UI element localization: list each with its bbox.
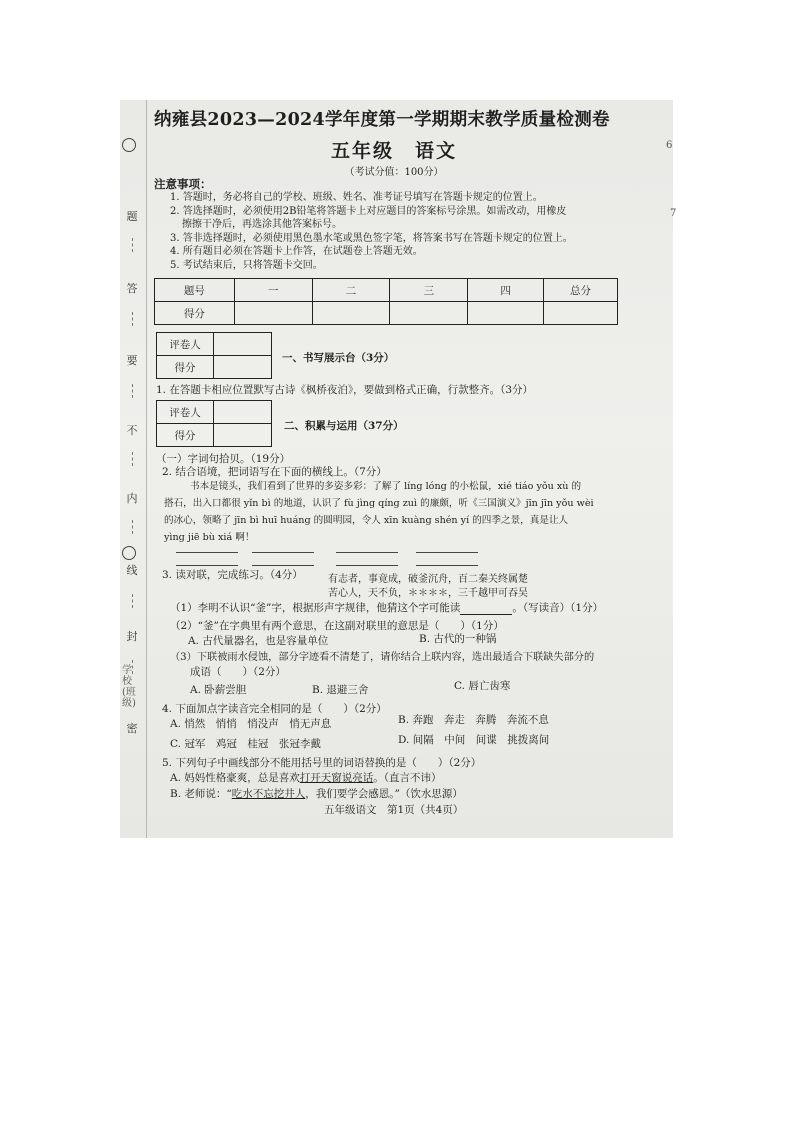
binding-hole bbox=[122, 138, 136, 152]
grader-label: 得分 bbox=[157, 356, 214, 379]
option-c: C. 唇亡齿寒 bbox=[454, 680, 511, 692]
grader-label: 评卷人 bbox=[157, 333, 214, 356]
notice-item: 擦擦干净后，再选涂其他答案标号。 bbox=[182, 219, 342, 231]
question-3-3b: 成语（ ）（2分） bbox=[190, 666, 286, 678]
answer-blank bbox=[176, 552, 238, 553]
option-b: B. 古代的一种锅 bbox=[419, 633, 497, 645]
score-blank bbox=[468, 302, 544, 325]
table-cell: 一 bbox=[234, 279, 312, 302]
section-title: 二、积累与运用（37分） bbox=[284, 420, 404, 432]
exam-title: 纳雍县2023—2024学年度第一学期期末教学质量检测卷 bbox=[154, 110, 610, 130]
grader-box bbox=[156, 400, 272, 447]
option-a: A. 悄然 悄悄 悄没声 悄无声息 bbox=[170, 718, 332, 730]
notice-item: 4. 所有题目必须在答题卡上作答，在试题卷上答题无效。 bbox=[170, 246, 423, 258]
table-cell: 总分 bbox=[544, 279, 618, 302]
binding-char: 要 bbox=[126, 354, 138, 367]
answer-blank bbox=[252, 552, 314, 553]
exam-content bbox=[154, 100, 669, 838]
notice-list bbox=[170, 191, 660, 273]
notice-heading: 注意事项： bbox=[154, 177, 212, 191]
exam-subtitle: 五年级 语文 bbox=[330, 140, 457, 162]
page-footer: 五年级语文 第1页（共4页） bbox=[324, 804, 464, 816]
option-d: D. 间隔 中间 间谍 挑拨离间 bbox=[398, 734, 550, 746]
score-blank bbox=[234, 302, 312, 325]
answer-blank bbox=[336, 552, 398, 553]
section-title: 一、书写展示台（3分） bbox=[282, 352, 395, 364]
answer-blank bbox=[416, 552, 478, 553]
answer-blank bbox=[176, 565, 238, 566]
score-table bbox=[154, 278, 618, 325]
option-a: A. 古代量器名，也是容量单位 bbox=[188, 635, 329, 647]
question-3: 3. 读对联，完成练习。（4分） bbox=[162, 569, 303, 581]
answer-blank bbox=[460, 602, 512, 615]
question-3-2: （2）“釜”在字典里有两个意思，在这副对联里的意思是（ ）（1分） bbox=[170, 620, 504, 632]
option-c: C. 冠军 鸡冠 桂冠 张冠李戴 bbox=[170, 738, 321, 750]
answer-blank bbox=[336, 565, 398, 566]
score-note: （考试分值：100分） bbox=[344, 167, 444, 178]
question-2: 2. 结合语境，把词语写在下面的横线上。（7分） bbox=[162, 466, 387, 478]
score-blank bbox=[390, 302, 468, 325]
couplet: 有志者，事竟成，破釜沉舟，百二秦关终属楚 苦心人，天不负，＊＊＊＊，三千越甲可吞吴 bbox=[328, 574, 528, 599]
question-1: 1. 在答题卡相应位置默写古诗《枫桥夜泊》，要做到格式正确，行款整齐。（3分） bbox=[156, 384, 534, 396]
binding-char: 封 bbox=[126, 630, 138, 643]
question-3-1: （1）李明不认识“釜”字，根据形声字规律，他猜这个字可能读 。（写读音）（1分） bbox=[170, 602, 604, 614]
table-cell: 二 bbox=[312, 279, 390, 302]
exam-photo bbox=[120, 100, 673, 838]
answer-blank bbox=[252, 565, 314, 566]
grader-label: 评卷人 bbox=[157, 401, 214, 424]
binding-char: 内 bbox=[126, 492, 138, 505]
score-blank bbox=[544, 302, 618, 325]
edge-label: 6 bbox=[666, 140, 673, 151]
grader-box bbox=[156, 332, 272, 379]
binding-char: 题 bbox=[126, 210, 138, 223]
binding-char: 线 bbox=[126, 564, 138, 577]
table-cell: 四 bbox=[468, 279, 544, 302]
binding-strip bbox=[120, 100, 147, 838]
binding-char: 不 bbox=[126, 424, 138, 437]
option-b: B. 奔跑 奔走 奔腾 奔流不息 bbox=[398, 714, 549, 726]
question-4: 4. 下面加点字读音完全相同的是（ ）（2分） bbox=[162, 703, 387, 715]
q2-passage: 书本是镜头，我们看到了世界的多姿多彩：了解了 líng lóng 的小松鼠，xié tiáo yǒu xù 的 搭石，出入口都很 yǐn bì 的地道，认识了 fù jìng qíng zuì 的廉颇，听《三国演义》jīn jīn yǒu wèi 的冰心，领略了 jīn bì huī huáng 的圆明园，令人 xīn kuàng shén yí 的四季之景，真是让人 yìng jiē bù xiá 啊！ bbox=[164, 481, 594, 543]
edge-label: 7 bbox=[670, 208, 677, 219]
binding-hole bbox=[122, 546, 136, 560]
score-blank bbox=[312, 302, 390, 325]
table-row bbox=[155, 302, 618, 325]
option-a: A. 妈妈性格豪爽，总是喜欢打开天窗说亮话。（直言不讳） bbox=[170, 772, 442, 784]
table-row bbox=[155, 279, 618, 302]
binding-char: 答 bbox=[126, 282, 138, 295]
binding-char: 密 bbox=[126, 722, 138, 735]
grader-label: 得分 bbox=[157, 424, 214, 447]
notice-item: 5. 考试结束后，只将答题卡交回。 bbox=[170, 259, 323, 271]
notice-item: 2. 答选择题时，必须使用2B铅笔将答题卡上对应题目的答案标号涂黑。如需改动，用橡皮 bbox=[170, 205, 567, 217]
table-cell: 得分 bbox=[155, 302, 235, 325]
option-b: B. 老师说：“吃水不忘挖井人，我们要学会感恩。”（饮水思源） bbox=[170, 788, 463, 800]
option-b: B. 退避三舍 bbox=[312, 684, 369, 696]
notice-item: 1. 答题时，务必将自己的学校、班级、姓名、准考证号填写在答题卡规定的位置上。 bbox=[170, 192, 543, 203]
option-a: A. 卧薪尝胆 bbox=[190, 684, 247, 696]
table-cell: 三 bbox=[390, 279, 468, 302]
answer-blank bbox=[416, 565, 478, 566]
table-cell: 题号 bbox=[155, 279, 235, 302]
notice-item: 3. 答非选择题时，必须使用黑色墨水笔或黑色签字笔，将答案书写在答题卡规定的位置上。 bbox=[170, 232, 573, 244]
edge-label-school: 学校(班级) bbox=[122, 665, 136, 709]
question-3-3: （3）下联被雨水侵蚀，部分字迹看不清楚了，请你结合上联内容，选出最适合下联缺失部分的 bbox=[170, 652, 595, 663]
part-title: （一）字词句拾贝。（19分） bbox=[156, 453, 291, 465]
question-5: 5. 下列句子中画线部分不能用括号里的词语替换的是（ ）（2分） bbox=[162, 757, 482, 769]
